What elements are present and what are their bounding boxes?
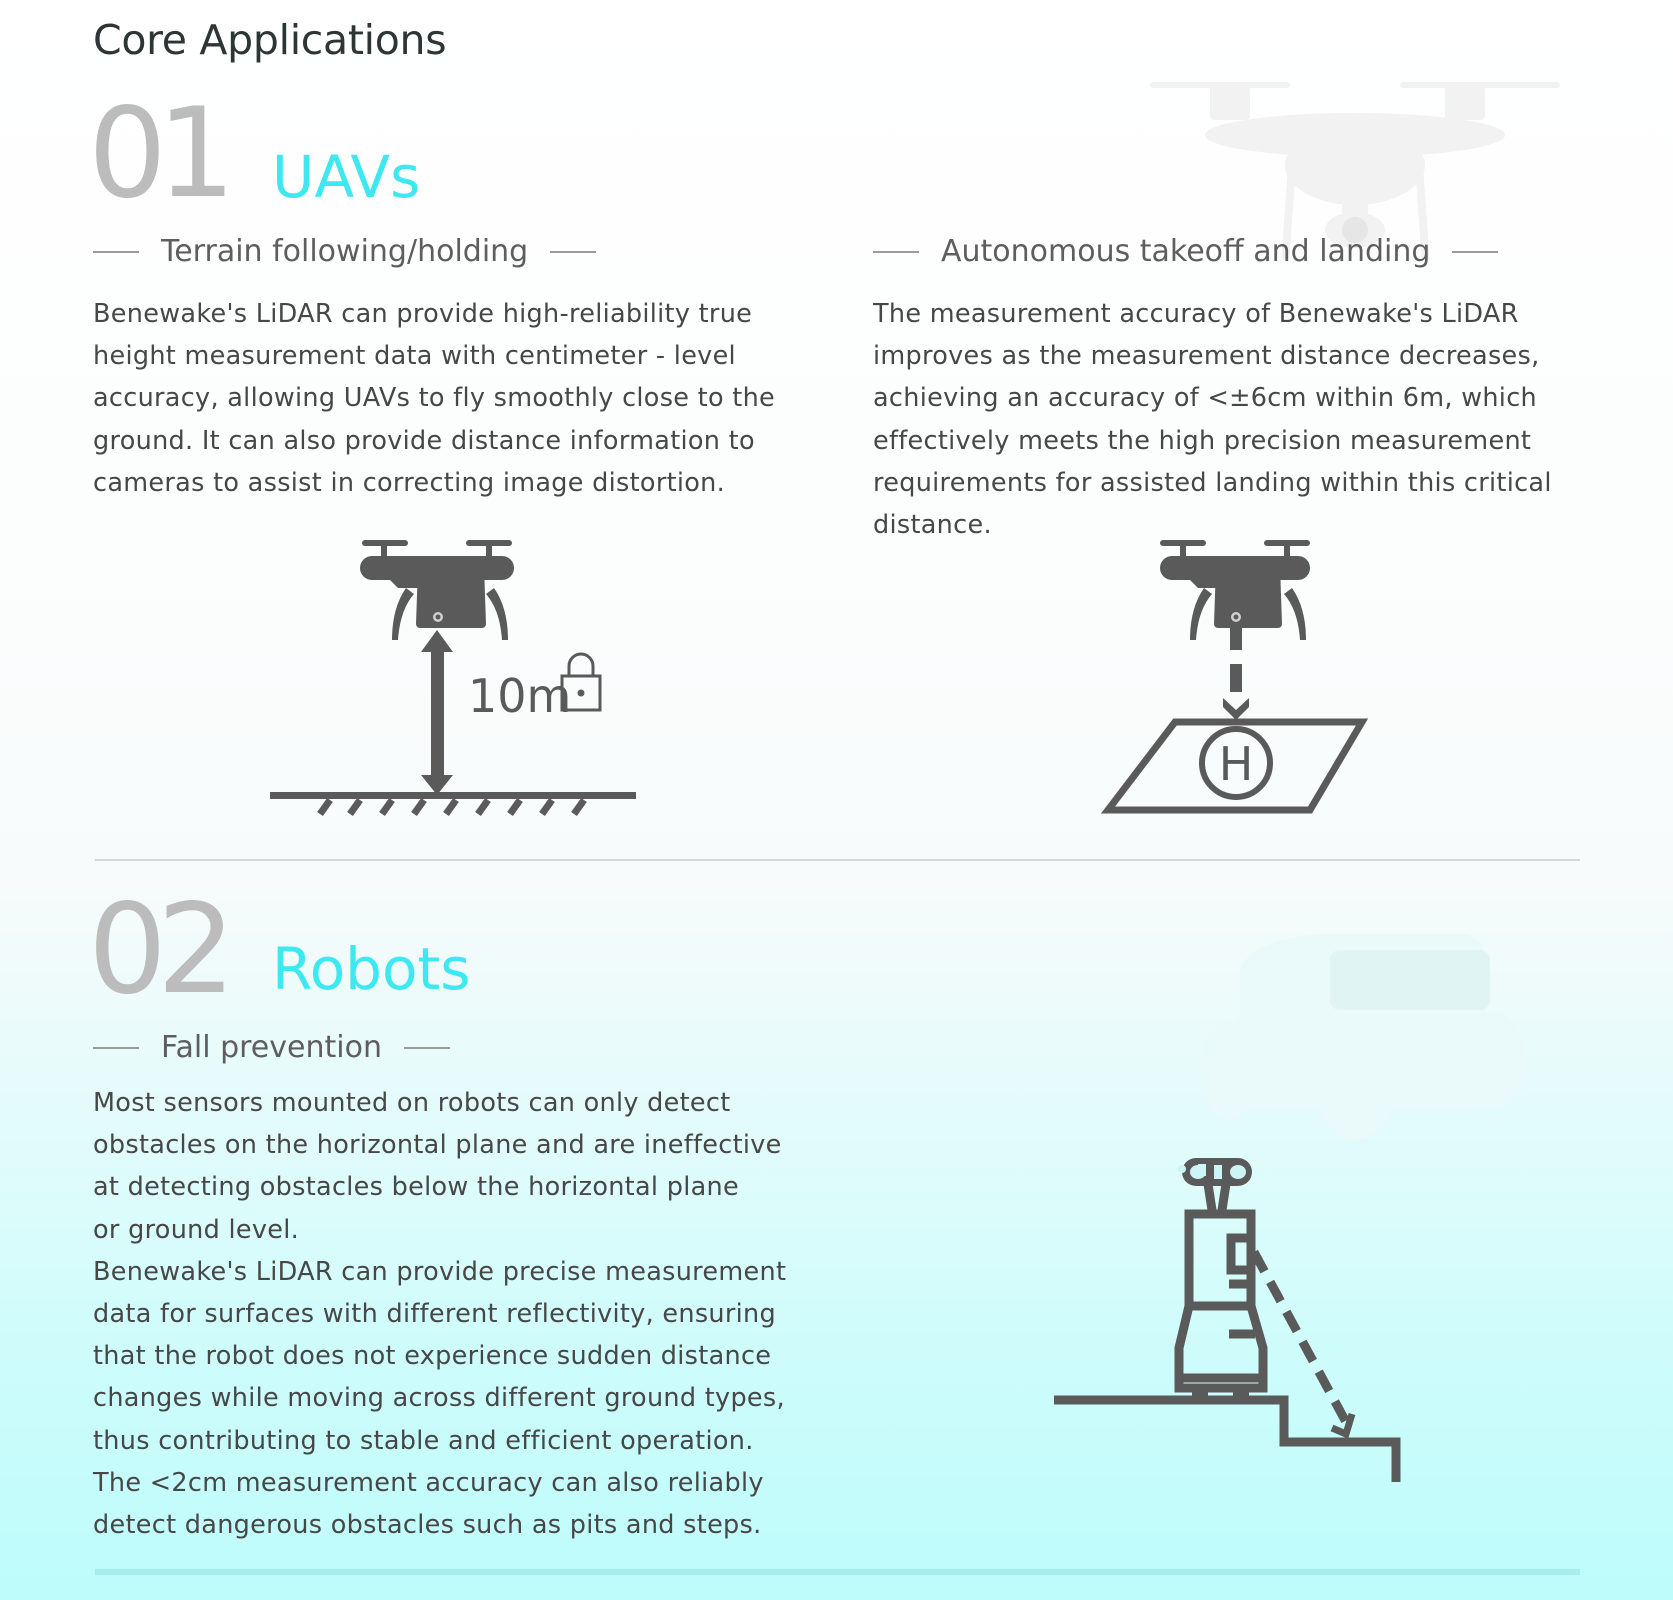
text-line: The measurement accuracy of Benewake's LiDAR (873, 299, 1519, 329)
background-drone-photo (1150, 70, 1560, 260)
feature-heading-text: Autonomous takeoff and landing (941, 234, 1431, 269)
drone-icon (360, 540, 514, 640)
text-line: thus contributing to stable and efficient operation. (93, 1425, 754, 1456)
section-number: 01 (88, 82, 226, 226)
heading-dash-right (1452, 251, 1498, 253)
feature-heading-text: Fall prevention (161, 1030, 382, 1065)
feature-description (93, 293, 833, 504)
feature-description (93, 1082, 833, 1546)
section-title: Robots (272, 935, 471, 1003)
background-robot-photo (1200, 910, 1520, 1140)
text-line: height measurement data with centimeter - level (93, 341, 736, 372)
text-line: data for surfaces with different reflectivity, ensuring (93, 1299, 776, 1330)
section-number: 02 (88, 878, 226, 1022)
text-line: Benewake's LiDAR can provide high-reliability true (93, 299, 753, 329)
text-line: or ground level. (93, 1214, 300, 1245)
drone-landing-illustration (1080, 530, 1400, 820)
section-title: UAVs (272, 143, 421, 211)
text-line: requirements for assisted landing within this critical (873, 467, 1552, 498)
heading-dash-left (93, 1047, 139, 1049)
heading-dash-right (404, 1047, 450, 1049)
feature-heading-text: Terrain following/holding (161, 234, 529, 269)
text-line: detect dangerous obstacles such as pits and steps. (93, 1510, 762, 1541)
drone-icon (1160, 540, 1310, 640)
section-divider (95, 859, 1580, 861)
text-line: that the robot does not experience sudden distance (93, 1341, 772, 1372)
text-line: The <2cm measurement accuracy can also reliably (93, 1467, 764, 1498)
text-line: Benewake's LiDAR can provide precise measurement (93, 1256, 787, 1287)
text-line: Most sensors mounted on robots can only detect (93, 1088, 731, 1118)
text-line: cameras to assist in correcting image distortion. (93, 467, 726, 498)
ground-line (270, 792, 636, 799)
heading-dash-right (550, 251, 596, 253)
bottom-divider (95, 1569, 1580, 1575)
text-line: achieving an accuracy of <±6cm within 6m, which (873, 383, 1537, 414)
altitude-label: 10m (468, 669, 572, 723)
ground-hatch (320, 800, 584, 814)
text-line: improves as the measurement distance decreases, (873, 341, 1540, 372)
feature-heading (93, 1030, 450, 1065)
feature-heading (873, 234, 1498, 269)
text-line: changes while moving across different ground types, (93, 1383, 785, 1414)
heading-dash-left (873, 251, 919, 253)
feature-description (873, 293, 1593, 546)
text-line: obstacles on the horizontal plane and are ineffective (93, 1130, 782, 1161)
dashed-arrow-icon (1223, 628, 1249, 720)
feature-heading (93, 234, 596, 269)
text-line: ground. It can also provide distance information to (93, 425, 755, 456)
robot-icon (1179, 1158, 1263, 1388)
page-title: Core Applications (93, 16, 447, 64)
text-line: effectively meets the high precision measurement (873, 425, 1532, 456)
double-arrow-icon (421, 630, 453, 795)
helipad-label: H (1218, 737, 1254, 791)
robot-step-illustration (1040, 1140, 1420, 1480)
text-line: distance. (873, 510, 992, 541)
heading-dash-left (93, 251, 139, 253)
drone-altitude-illustration (260, 530, 660, 820)
text-line: at detecting obstacles below the horizontal plane (93, 1172, 739, 1203)
helipad-icon (1108, 722, 1362, 810)
text-line: accuracy, allowing UAVs to fly smoothly close to the (93, 383, 776, 414)
